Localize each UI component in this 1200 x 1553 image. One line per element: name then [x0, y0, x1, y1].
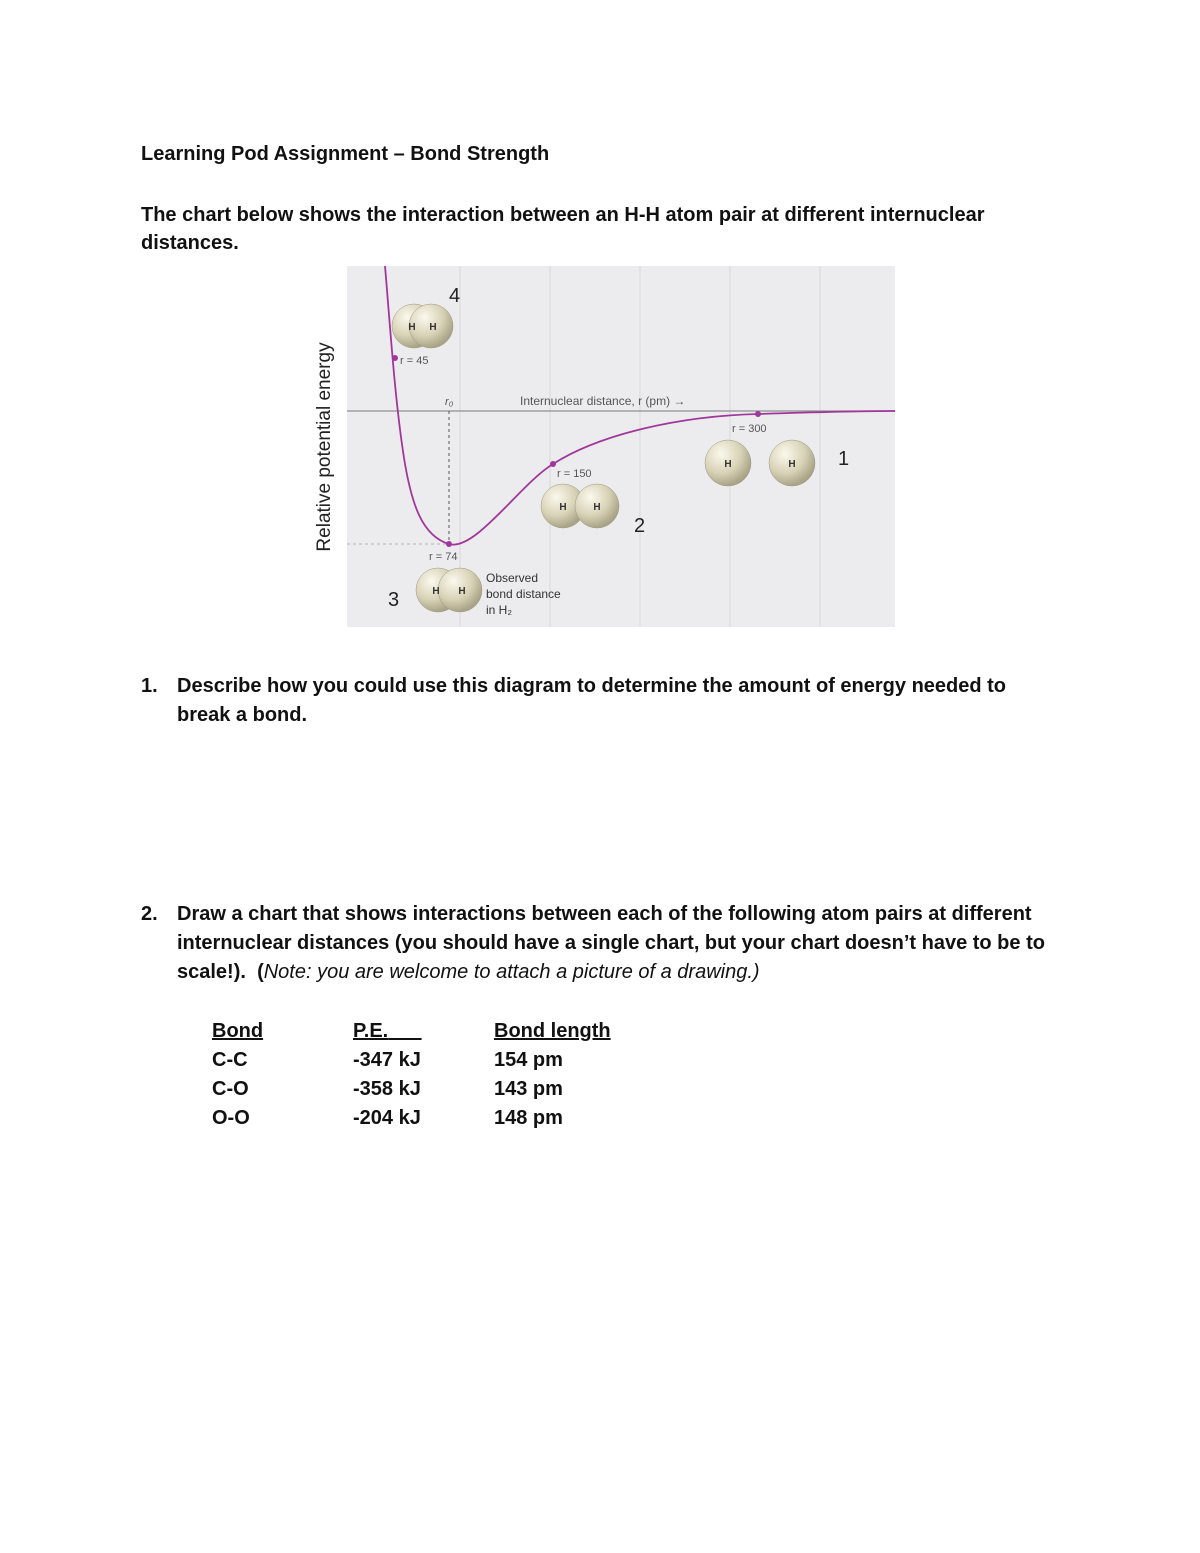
table-row	[212, 1046, 654, 1075]
cell-pe: -358 kJ	[353, 1078, 421, 1100]
r0-label: r₀	[445, 396, 454, 408]
point-r45	[392, 355, 398, 361]
cell-length: 148 pm	[494, 1107, 563, 1129]
header-bond: Bond	[212, 1020, 264, 1042]
cell-pe: -347 kJ	[353, 1049, 421, 1071]
question-2-number: 2.	[141, 903, 158, 925]
marker-3: 3	[388, 589, 400, 611]
svg-text:H: H	[458, 586, 466, 597]
svg-text:H: H	[788, 459, 796, 470]
question-2-text: Draw a chart that shows interactions between each of the following atom pairs at different internuclear distances (you should have a single chart, but your chart doesn’t have to be to scale!).	[177, 903, 1045, 983]
svg-text:H: H	[559, 502, 567, 513]
question-1	[141, 672, 1061, 730]
observed-label-line1: Observed	[486, 571, 539, 585]
cell-bond: C-O	[212, 1078, 249, 1100]
question-2-body	[177, 900, 1061, 987]
point-r74	[446, 541, 452, 547]
svg-text:H: H	[593, 502, 601, 513]
header-bond-length: Bond length	[494, 1020, 611, 1042]
potential-energy-diagram	[300, 264, 900, 629]
r-label-45: r = 45	[400, 355, 429, 367]
r-label-74: r = 74	[429, 551, 458, 563]
y-axis-label: Relative potential energy	[314, 342, 335, 552]
cell-length: 154 pm	[494, 1049, 563, 1071]
header-pe: P.E.	[353, 1020, 389, 1042]
document-title: Learning Pod Assignment – Bond Strength	[141, 143, 550, 165]
question-2-note: Note: you are welcome to attach a picture of a drawing.	[263, 961, 753, 983]
table-row	[212, 1075, 654, 1104]
bond-table	[212, 1017, 654, 1133]
r-label-300: r = 300	[732, 423, 767, 435]
point-r300	[755, 411, 761, 417]
potential-energy-figure	[300, 264, 900, 629]
question-1-number: 1.	[141, 675, 158, 697]
cell-pe: -204 kJ	[353, 1107, 421, 1129]
svg-text:H: H	[429, 322, 437, 333]
question-1-text: Describe how you could use this diagram to determine the amount of energy needed to break a bond.	[177, 675, 1007, 726]
table-header-row	[212, 1017, 654, 1046]
svg-text:H: H	[432, 586, 440, 597]
cell-bond: O-O	[212, 1107, 250, 1129]
molecule-r45	[392, 304, 453, 348]
r-label-150: r = 150	[557, 468, 592, 480]
marker-1: 1	[838, 448, 850, 470]
question-2-note-close: )	[752, 961, 760, 983]
intro-paragraph: The chart below shows the interaction between an H-H atom pair at different internuclear distances.	[141, 204, 985, 254]
cell-bond: C-C	[212, 1049, 248, 1071]
observed-label-line3: in H₂	[486, 603, 512, 617]
observed-label-line2: bond distance	[486, 587, 561, 601]
marker-4: 4	[449, 285, 461, 307]
cell-length: 143 pm	[494, 1078, 563, 1100]
point-r150	[550, 461, 556, 467]
svg-text:H: H	[724, 459, 732, 470]
question-2-note-open: (	[257, 961, 264, 983]
molecule-r74	[416, 568, 482, 612]
marker-2: 2	[634, 515, 646, 537]
svg-text:H: H	[408, 322, 416, 333]
x-axis-label: Internuclear distance, r (pm) →	[520, 394, 686, 408]
table-row	[212, 1104, 654, 1133]
question-2	[141, 900, 1061, 987]
